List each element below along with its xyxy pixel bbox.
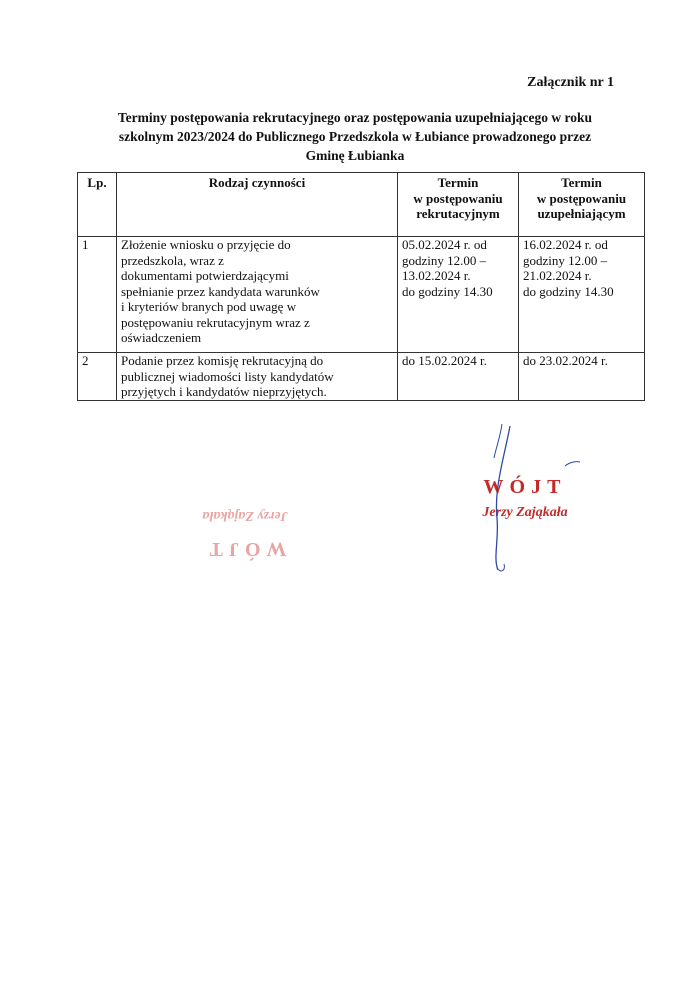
cell-line: godziny 12.00 –: [523, 252, 608, 268]
cell-term-recruitment: [398, 237, 519, 353]
cell-line: do 15.02.2024 r.: [402, 353, 487, 368]
cell-term-supplementary: [519, 237, 645, 353]
header-line: Termin: [561, 175, 602, 190]
title-line-3: Gminę Łubianka: [305, 148, 405, 163]
cell-line: dokumentami potwierdzającymi: [121, 268, 289, 283]
stamp-name: Jerzy Zająkała: [482, 505, 568, 520]
cell-line: publicznej wiadomości listy kandydatów: [121, 368, 334, 384]
schedule-table: [77, 172, 645, 401]
header-activity: Rodzaj czynności: [117, 173, 398, 237]
cell-lp: 1: [78, 237, 117, 353]
stamp-name: Jerzy Zająkała: [202, 508, 288, 523]
cell-line: postępowaniu rekrutacyjnym wraz z: [121, 314, 310, 330]
header-term-recruitment: [398, 173, 519, 237]
cell-line: do 23.02.2024 r.: [523, 353, 608, 368]
attachment-label: Załącznik nr 1: [527, 75, 614, 90]
cell-line: Złożenie wniosku o przyjęcie do: [121, 237, 291, 252]
cell-line: godziny 12.00 –: [402, 252, 487, 268]
header-line: rekrutacyjnym: [416, 206, 500, 221]
header-term-supplementary: [519, 173, 645, 237]
cell-term-supplementary: [519, 353, 645, 401]
cell-line: do godziny 14.30: [402, 283, 493, 299]
title-line-1: Terminy postępowania rekrutacyjnego oraz postępowania uzupełniającego w roku: [117, 110, 593, 125]
header-lp: Lp.: [78, 173, 117, 237]
cell-line: oświadczeniem: [121, 330, 202, 345]
stamp-bleedthrough: [145, 490, 345, 560]
cell-line: przyjętych i kandydatów nieprzyjętych.: [121, 384, 327, 399]
handwritten-signature: [470, 418, 610, 578]
cell-activity: [117, 353, 398, 401]
table-header-row: [78, 173, 645, 237]
cell-activity: [117, 237, 398, 353]
cell-lp: 2: [78, 353, 117, 401]
title-line-2: szkolnym 2023/2024 do Publicznego Przedszkola w Łubiance prowadzonego przez: [118, 129, 592, 144]
cell-line: Podanie przez komisję rekrutacyjną do: [121, 353, 324, 368]
cell-line: 21.02.2024 r.: [523, 268, 592, 283]
header-line: w postępowaniu: [413, 190, 503, 206]
cell-line: 05.02.2024 r. od: [402, 237, 487, 252]
cell-line: spełnianie przez kandydata warunków: [121, 283, 320, 299]
cell-line: do godziny 14.30: [523, 283, 614, 299]
cell-line: przedszkola, wraz z: [121, 252, 224, 268]
header-line: uzupełniającym: [537, 206, 626, 221]
stamp-office: WÓJT: [483, 476, 567, 498]
stamp-office: WÓJT: [203, 538, 287, 560]
cell-line: 13.02.2024 r.: [402, 268, 471, 283]
header-line: w postępowaniu: [536, 190, 627, 206]
document-title: [90, 108, 620, 165]
cell-term-recruitment: [398, 353, 519, 401]
table-row: [78, 353, 645, 401]
table-row: [78, 237, 645, 353]
cell-line: i kryteriów branych pod uwagę w: [121, 299, 297, 314]
header-line: Termin: [437, 175, 479, 190]
cell-line: 16.02.2024 r. od: [523, 237, 608, 252]
